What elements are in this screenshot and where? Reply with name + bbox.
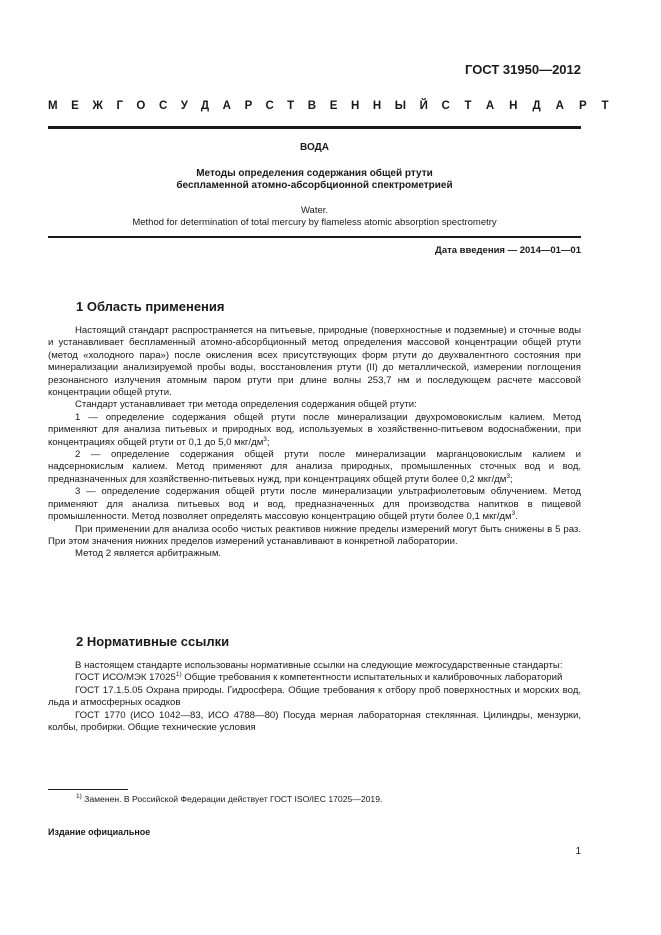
- paragraph: ГОСТ 1770 (ИСО 1042—83, ИСО 4788—80) Посуда мерная лабораторная стеклянная. Цилиндры, мензурки, колбы, пробирки. Общие технические условия: [48, 709, 581, 734]
- footnote-marker: 1): [76, 793, 82, 801]
- header-divider: [48, 126, 581, 129]
- standard-word: СТАНДАРТ: [441, 100, 624, 112]
- footnote-text: Заменен. В Российской Федерации действует ГОСТ ISO/IEC 17025—2019.: [81, 794, 383, 804]
- subtitle-line-2: беспламенной атомно-абсорбционной спектрометрией: [176, 180, 453, 191]
- reference-code: ГОСТ ИСО/МЭК 17025: [75, 672, 176, 684]
- subtitle-line-1: Методы определения содержания общей ртути: [196, 168, 433, 179]
- paragraph-text: 3 — определение содержания общей ртути после минерализации ультрафиолетовым облучением. Метод применяют для анализа питьевых вод и вод, предназначенных для производства напитков в пищевой промышленности. Метод позволяет определять массовую концентрацию общей ртути более 0,1 мкг/дм: [48, 486, 581, 523]
- page-number: 1: [575, 846, 581, 857]
- paragraph-punct: ;: [266, 436, 270, 448]
- title-divider: [48, 236, 581, 238]
- paragraph: [48, 486, 581, 523]
- footnote-divider: [48, 789, 128, 790]
- paragraph: Стандарт устанавливает три метода определения содержания общей ртути:: [75, 399, 417, 411]
- paragraph: [48, 412, 581, 449]
- english-title: [48, 205, 581, 229]
- english-title-line-1: Water.: [300, 205, 329, 216]
- footnote: [76, 794, 382, 804]
- paragraph: ГОСТ 17.1.5.05 Охрана природы. Гидросфера. Общие требования к отбору проб поверхностных и морских вод, льда и атмосферных осадков: [48, 684, 581, 709]
- footnote-marker: 1): [175, 671, 182, 679]
- section-1-body: [48, 325, 581, 561]
- official-edition-label: Издание официальное: [48, 827, 151, 837]
- reference-title: Общие требования к компетентности испытательных и калибровочных лабораторий: [181, 672, 563, 684]
- section-1-heading: 1 Область применения: [76, 299, 225, 314]
- paragraph: В настоящем стандарте использованы нормативные ссылки на следующие межгосударственные стандарты:: [75, 660, 563, 671]
- paragraph-text: 1 — определение содержания общей ртути после минерализации двухромовокислым калием. Метод применяют для анализа питьевых и природных вод, используемых в хозяйственно-питьевом водоснабжении, при концентрациях общей ртути от 0,1 до 5,0 мкг/дм: [48, 411, 581, 448]
- paragraph-text: 2 — определение содержания общей ртути после минерализации марганцовокислым калием и надсернокислым калием. Метод применяют для анализа природных, промышленных сточных вод и вод, предназначенных для хозяйственно-питьевых нужд, при концентрациях общей ртути более 0,2 мкг/дм: [48, 449, 581, 485]
- paragraph-punct: .: [515, 511, 518, 523]
- superscript: 3: [511, 509, 516, 517]
- paragraph: Метод 2 является арбитражным.: [75, 548, 222, 560]
- paragraph: [48, 672, 581, 684]
- section-2-heading: 2 Нормативные ссылки: [76, 634, 230, 649]
- section-2-body: [48, 660, 581, 734]
- introduction-date: Дата введения — 2014—01—01: [435, 245, 581, 256]
- paragraph-punct: ;: [509, 473, 513, 485]
- document-title: ВОДА: [300, 142, 329, 153]
- document-code: ГОСТ 31950—2012: [465, 62, 581, 77]
- superscript: 3: [506, 472, 510, 480]
- interstate-word: МЕЖГОСУДАРСТВЕННЫЙ: [48, 100, 442, 112]
- english-title-line-2: Method for determination of total mercury by flameless atomic absorption spectrometry: [132, 217, 497, 228]
- paragraph: Настоящий стандарт распространяется на питьевые, природные (поверхностные и подземные) и сточные воды и устанавливает беспламенный атомно-абсорбционный метод определения массовой концентрации общей ртути (метод «холодного пара») после окисления всех присутствующих форм ртути до двухвалентного состояния при минерализации анализируемой пробы воды, восстановления ртути (II) до металлической, измерении поглощения резонансного излучения атомным паром ртути при длине волны 253,7 нм и последующем расчете массовой концентрации общей ртути.: [48, 325, 581, 399]
- document-subtitle: [48, 168, 581, 192]
- paragraph: [48, 449, 581, 486]
- interstate-standard-banner: [48, 100, 624, 112]
- paragraph: При применении для анализа особо чистых реактивов нижние пределы измерений могут быть снижены в 5 раз. При этом значения нижних пределов измерений устанавливают в конкретной лаборатории.: [48, 523, 581, 547]
- superscript: 3: [263, 435, 267, 443]
